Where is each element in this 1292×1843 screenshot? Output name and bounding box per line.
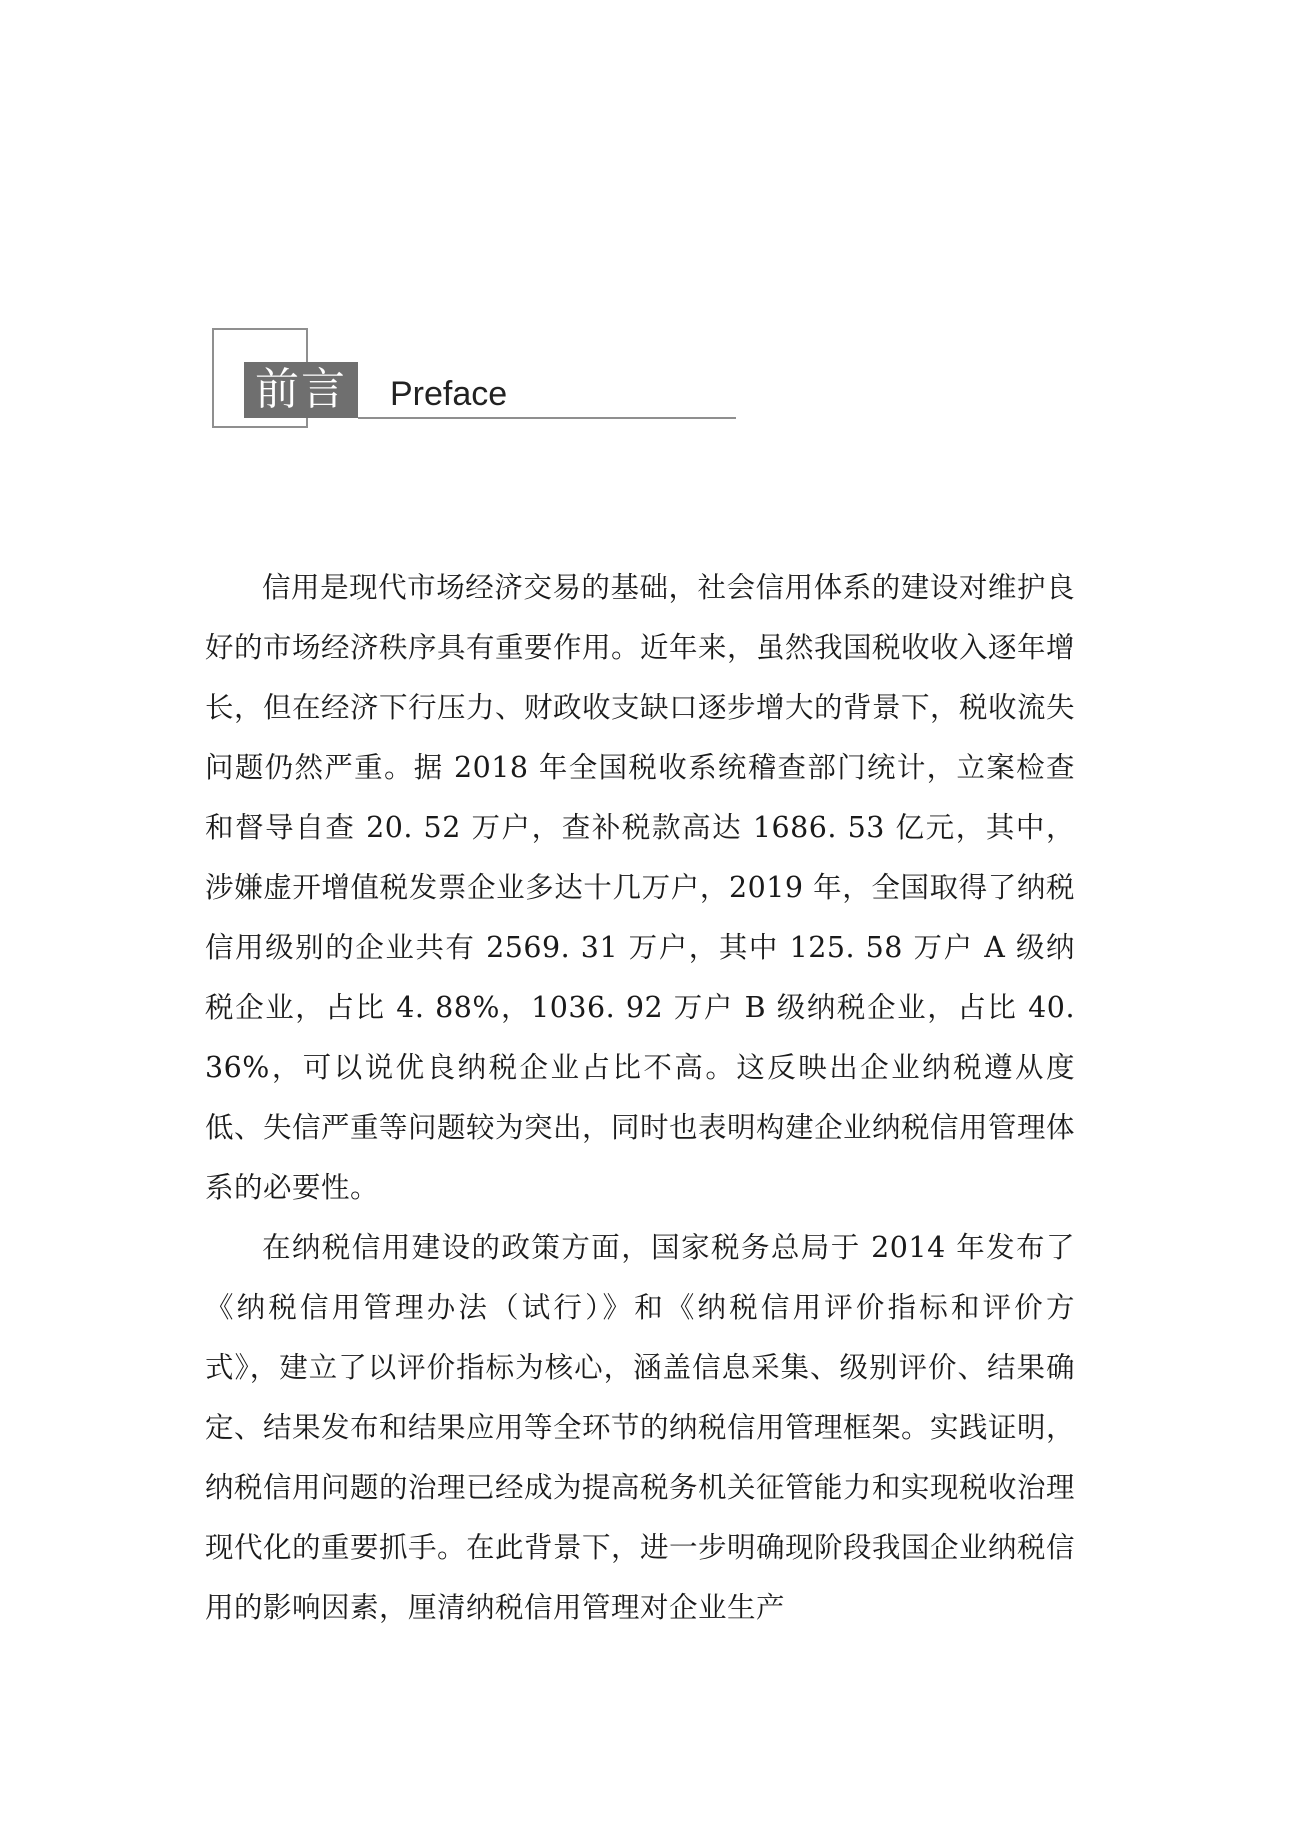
- preface-heading: [212, 328, 522, 432]
- heading-underline: [358, 417, 736, 419]
- paragraph-2: 在纳税信用建设的政策方面，国家税务总局于 2014 年发布了《纳税信用管理办法（试行）》和《纳税信用评价指标和评价方式》，建立了以评价指标为核心，涵盖信息采集、级别评价、结果确定、结果发布和结果应用等全环节的纳税信用管理框架。实践证明，纳税信用问题的治理已经成为提高税务机关征管能力和实现税收治理现代化的重要抓手。在此背景下，进一步明确现阶段我国企业纳税信用的影响因素，厘清纳税信用管理对企业生产: [205, 1231, 1076, 1624]
- heading-chinese-title: 前言: [244, 362, 358, 418]
- paragraph-1: 信用是现代市场经济交易的基础，社会信用体系的建设对维护良好的市场经济秩序具有重要作用。近年来，虽然我国税收收入逐年增长，但在经济下行压力、财政收支缺口逐步增大的背景下，税收流失问题仍然严重。据 2018 年全国税收系统稽查部门统计，立案检查和督导自查 20. 52 万户，查补税款高达 1686. 53 亿元，其中，涉嫌虚开增值税发票企业多达十几万户，2019 年，全国取得了纳税信用级别的企业共有 2569. 31 万户，其中 125. 58 万户 A 级纳税企业，占比 4. 88%，1036. 92 万户 B 级纳税企业，占比 40. 36%，可以说优良纳税企业占比不高。这反映出企业纳税遵从度低、失信严重等问题较为突出，同时也表明构建企业纳税信用管理体系的必要性。: [205, 571, 1076, 1204]
- preface-body: [205, 558, 1075, 1638]
- heading-english-title: Preface: [390, 375, 508, 413]
